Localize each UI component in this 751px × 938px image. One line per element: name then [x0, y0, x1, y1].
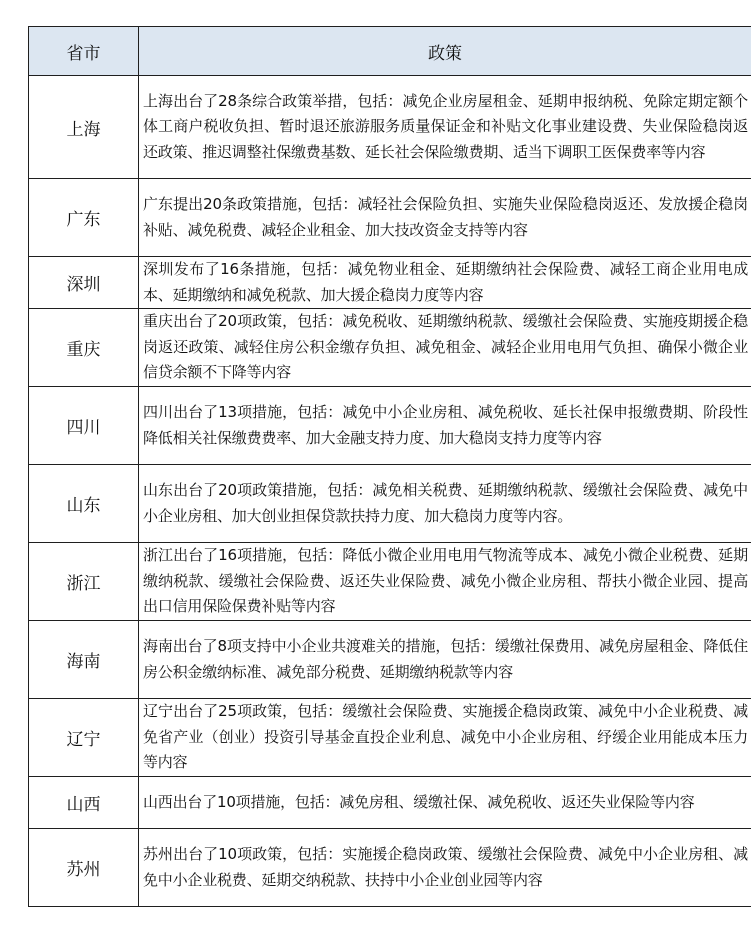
city-cell: 海南	[29, 621, 139, 699]
table-row	[29, 257, 751, 309]
table-row	[29, 543, 751, 621]
city-cell: 上海	[29, 76, 139, 179]
table-row	[29, 621, 751, 699]
policy-cell: 苏州出台了10项政策，包括：实施援企稳岗政策、缓缴社会保险费、减免中小企业房租、减免中小企业税费、延期交纳税款、扶持中小企业创业园等内容	[139, 829, 751, 907]
city-cell: 苏州	[29, 829, 139, 907]
table-row	[29, 465, 751, 543]
city-cell: 山东	[29, 465, 139, 543]
header-policy: 政策	[139, 27, 751, 76]
policy-cell: 山东出台了20项政策措施，包括：减免相关税费、延期缴纳税款、缓缴社会保险费、减免中小企业房租、加大创业担保贷款扶持力度、加大稳岗力度等内容。	[139, 465, 751, 543]
policy-cell: 浙江出台了16项措施，包括：降低小微企业用电用气物流等成本、减免小微企业税费、延期缴纳税款、缓缴社会保险费、返还失业保险费、减免小微企业房租、帮扶小微企业园、提高出口信用保险保费补贴等内容	[139, 543, 751, 621]
policy-cell: 辽宁出台了25项政策，包括：缓缴社会保险费、实施援企稳岗政策、减免中小企业税费、减免省产业（创业）投资引导基金直投企业利息、减免中小企业房租、纾缓企业用能成本压力等内容	[139, 699, 751, 777]
header-row	[29, 27, 751, 76]
table-header	[29, 27, 751, 76]
table-row	[29, 777, 751, 829]
city-cell: 四川	[29, 387, 139, 465]
policy-cell: 重庆出台了20项政策，包括：减免税收、延期缴纳税款、缓缴社会保险费、实施疫期援企稳岗返还政策、减轻住房公积金缴存负担、减免租金、减轻企业用电用气负担、确保小微企业信贷余额不下降等内容	[139, 309, 751, 387]
policy-cell: 广东提出20条政策措施，包括：减轻社会保险负担、实施失业保险稳岗返还、发放援企稳岗补贴、减免税费、减轻企业租金、加大技改资金支持等内容	[139, 179, 751, 257]
table-row	[29, 829, 751, 907]
table-row	[29, 76, 751, 179]
table-row	[29, 387, 751, 465]
policy-cell: 上海出台了28条综合政策举措，包括：减免企业房屋租金、延期申报纳税、免除定期定额个体工商户税收负担、暂时退还旅游服务质量保证金和补贴文化事业建设费、失业保险稳岗返还政策、推迟调整社保缴费基数、延长社会保险缴费期、适当下调职工医保费率等内容	[139, 76, 751, 179]
header-city: 省市	[29, 27, 139, 76]
city-cell: 辽宁	[29, 699, 139, 777]
city-cell: 深圳	[29, 257, 139, 309]
policy-cell: 海南出台了8项支持中小企业共渡难关的措施，包括：缓缴社保费用、减免房屋租金、降低住房公积金缴纳标准、减免部分税费、延期缴纳税款等内容	[139, 621, 751, 699]
city-cell: 广东	[29, 179, 139, 257]
table-row	[29, 179, 751, 257]
policy-cell: 山西出台了10项措施，包括：减免房租、缓缴社保、减免税收、返还失业保险等内容	[139, 777, 751, 829]
policy-cell: 深圳发布了16条措施，包括：减免物业租金、延期缴纳社会保险费、减轻工商企业用电成本、延期缴纳和减免税款、加大援企稳岗力度等内容	[139, 257, 751, 309]
city-cell: 重庆	[29, 309, 139, 387]
policy-table	[28, 26, 751, 907]
policy-cell: 四川出台了13项措施，包括：减免中小企业房租、减免税收、延长社保申报缴费期、阶段性降低相关社保缴费费率、加大金融支持力度、加大稳岗支持力度等内容	[139, 387, 751, 465]
table-body	[29, 76, 751, 907]
city-cell: 浙江	[29, 543, 139, 621]
table-row	[29, 699, 751, 777]
table-row	[29, 309, 751, 387]
city-cell: 山西	[29, 777, 139, 829]
